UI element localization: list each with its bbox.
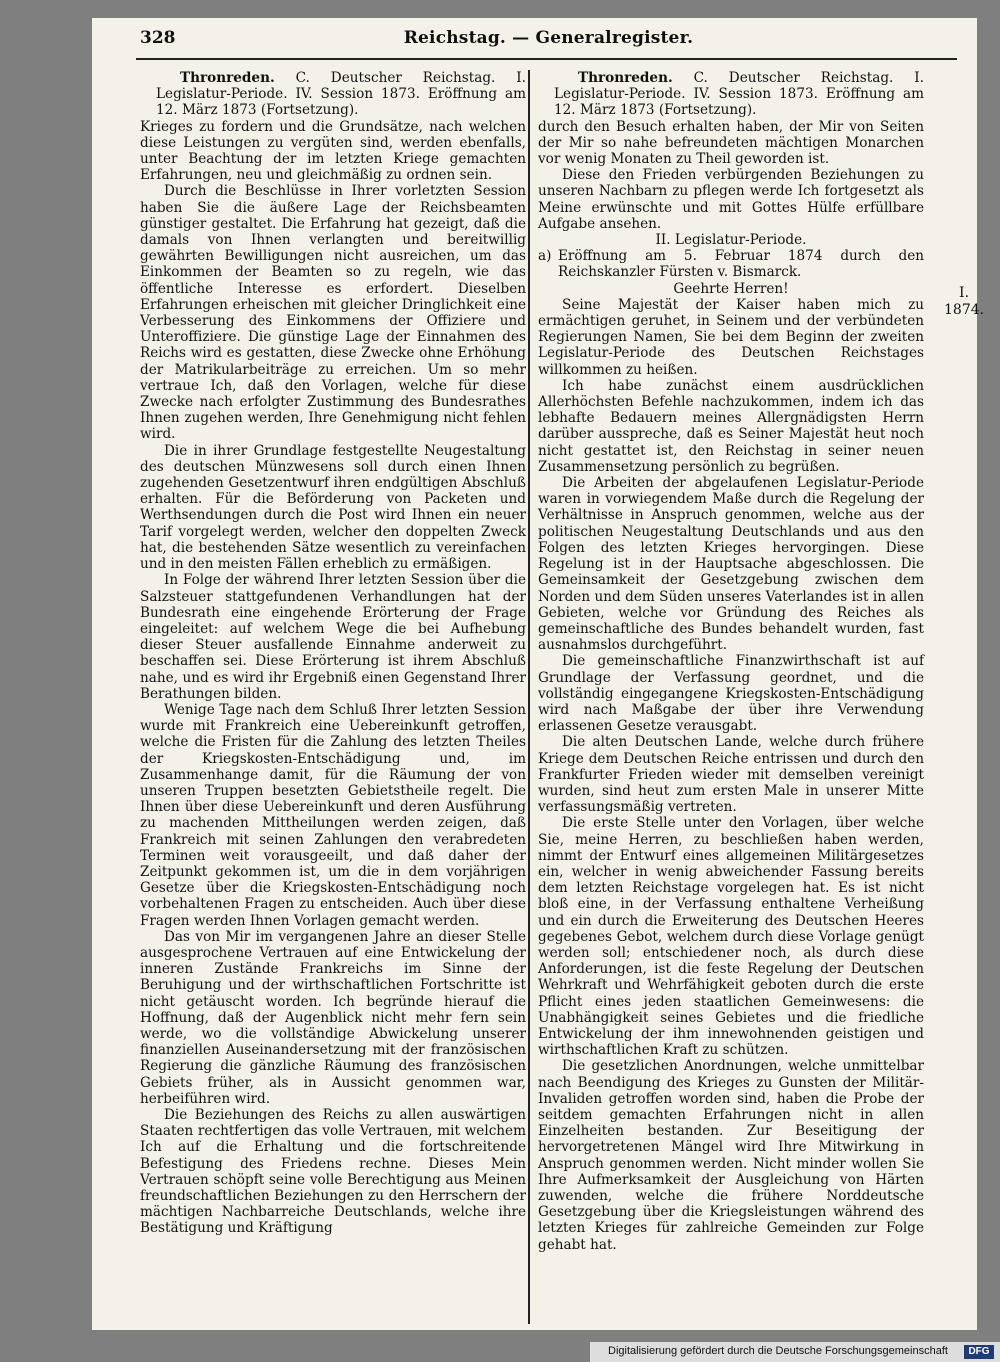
margin-year: 1874. [944,302,985,318]
item-text: Eröffnung am 5. Februar 1874 durch den Reichskanzler Fürsten v. Bismarck. [558,248,924,281]
dfg-logo: DFG [964,1345,994,1359]
salutation: Geehrte Herren! [673,280,789,297]
margin-note [944,285,984,319]
scanned-page [92,18,977,1330]
margin-roman: I. [959,285,970,301]
item-label: a) [538,248,552,265]
digitization-footer [590,1342,1000,1362]
column-divider [528,70,530,1324]
paragraph: Krieges zu fordern und die Grundsätze, nach welchen diese Leistungen zu vergüten sind, werden ebenfalls, unter Beachtung der im letzten Kriege gemachten Erfahrungen, neu und gleichmäßig zu ordnen sein. [140,118,526,184]
paragraph: In Folge der während Ihrer letzten Session über die Salzsteuer stattgefundenen Verhandlungen hat der Bundesrath eine eingehende Erörterung der Frage eingeleitet: auf welchem Wege die bei Aufhebung dieser Steuer ausfallende Einnahme anderweit zu beschaffen sei. Diese Erörterung ist ihrem Abschluß nahe, und es wird ihr Ergebniß einen Gegenstand Ihrer Berathungen bilden. [140,572,526,702]
left-column [140,70,526,1237]
paragraph: Diese den Frieden verbürgenden Beziehungen zu unseren Nachbarn zu pflegen werde Ich fortgesetzt als Meine erwünschte und mit Gottes Hülfe erfüllbare Aufgabe ansehen. [538,167,924,232]
page-header [140,26,957,54]
paragraph: Wenige Tage nach dem Schluß Ihrer letzten Session wurde mit Frankreich eine Uebereinkunft getroffen, welche die Fristen für die Zahlung des letzten Theiles der Kriegskosten-Entschädigung und, im Zusammenhange damit, für die Räumung der von unseren Truppen besetzten Gebietstheile regelt. Die Ihnen über diese Uebereinkunft und deren Ausführung zu machenden Mittheilungen werden zeigen, daß Frankreich mit seinen Zahlungen den verabredeten Terminen weit vorausgeeilt, und daß daher der Zeitpunkt gekommen ist, um die in dem vorjährigen Gesetze über die Kriegskosten-Entschädigung noch vorbehaltenen Fragen zu entscheiden. Auch über diese Fragen werden Ihnen Vorlagen gemacht werden. [140,701,526,929]
paragraph: Die erste Stelle unter den Vorlagen, über welche Sie, meine Herren, zu beschließen haben werden, nimmt der Entwurf eines allgemeinen Militärgesetzes ein, welcher in wenig abweichender Fassung bereits dem letzten Reichstage vorgelegen hat. Es ist nicht bloß eine, in der Verfassung enthaltene Verheißung und ein durch die Erweiterung des Deutschen Heeres gegebenes Gebot, welchem durch diese Vorlage genügt werden soll; entschiedener noch, als durch diese Anforderungen, ist die feste Regelung der Deutschen Wehrkraft und Wehrfähigkeit geboten durch die erste Pflicht eines jeden staatlichen Gemeinwesens: die Unabhängigkeit seines Gebietes und die friedliche Entwickelung der ihm innewohnenden geistigen und wirthschaftlichen Kraft zu schützen. [538,815,924,1059]
running-title: Reichstag. — Generalregister. [403,28,694,48]
paragraph: durch den Besuch erhalten haben, der Mir von Seiten der Mir so nahe befreundeten mächtigen Monarchen vor wenig Monaten zu Theil geworden ist. [538,118,924,168]
paragraph: Die in ihrer Grundlage festgestellte Neugestaltung des deutschen Münzwesens soll durch einen Ihnen zugehenden Gesetzentwurf ihren endgültigen Abschluß erhalten. Für die Beförderung von Packeten und Werthsendungen durch die Post wird Ihnen ein neuer Tarif vorgelegt werden, welcher den doppelten Zweck hat, die bestehenden Sätze wesentlich zu vereinfachen und in den meisten Fällen erheblich zu ermäßigen. [140,442,526,573]
left-column-heading [140,70,526,119]
paragraph: Die Arbeiten der abgelaufenen Legislatur-Periode waren in vorwiegendem Maße durch die Regelung der Verhältnisse in Anspruch genommen, welche aus der politischen Neugestaltung Deutschlands und aus den Folgen des letzten Krieges hervorgingen. Diese Regelung ist in der Hauptsache abgeschlossen. Die Gemeinsamkeit der Gesetzgebung zwischen dem Norden und dem Süden unseres Vaterlandes ist in allen Gebieten, welche vor Gründung des Reiches als gemeinschaftliche des Bundes behandelt wurden, fast ausnahmslos durchgeführt. [538,475,924,654]
paragraph: Die gemeinschaftliche Finanzwirthschaft ist auf Grundlage der Verfassung geordnet, und die vollständig eingegangene Kriegskosten-Entschädigung wird nach Maßgabe der über ihre Verwendung erlassenen Gesetze verausgabt. [538,653,924,735]
right-column [538,70,924,1253]
paragraph: Seine Majestät der Kaiser haben mich zu ermächtigen geruhet, in Seinem und der verbündeten Regierungen Namen, Sie bei dem Beginn der zweiten Legislatur-Periode des Deutschen Reichstages willkommen zu heißen. [538,296,924,378]
paragraph: Die Beziehungen des Reichs zu allen auswärtigen Staaten rechtfertigen das volle Vertrauen, mit welchem Ich auf die Erhaltung und die fortschreitende Befestigung des Friedens rechne. Dieses Mein Vertrauen schöpft seine volle Berechtigung aus Meinen freundschaftlichen Beziehungen zu den Herrschern der mächtigen Nachbarreiche Deutschlands, welche ihre Bestätigung und Kräftigung [140,1107,526,1237]
heading-text: C. Deutscher Reichstag. I. Legislatur-Periode. IV. Session 1873. Eröffnung am 12. März 1873 (Fortsetzung). [156,70,526,119]
footer-credit: Digitalisierung gefördert durch die Deutsche Forschungsgemeinschaft [608,1345,948,1357]
right-column-heading [538,70,924,119]
paragraph: Die gesetzlichen Anordnungen, welche unmittelbar nach Beendigung des Krieges zu Gunsten der Militär-Invaliden getroffen worden sind, haben die Probe der seitdem gemachten Erfahrungen nicht in allen Einzelheiten bestanden. Zur Beseitigung der hervorgetretenen Mängel wird Ihre Mitwirkung in Anspruch genommen werden. Nicht minder wollen Sie Ihre Aufmerksamkeit der Ausgleichung von Härten zuwenden, welche die frühere Norddeutsche Gesetzgebung über die Kriegsleistungen während des letzten Krieges für zahlreiche Gemeinden zur Folge gehabt hat. [538,1058,924,1253]
heading-text: C. Deutscher Reichstag. I. Legislatur-Periode. IV. Session 1873. Eröffnung am 12. März 1873 (Fortsetzung). [554,70,924,119]
list-item [538,248,924,280]
header-rule [136,58,957,60]
heading-keyword: Thronreden. [578,70,673,86]
paragraph: Das von Mir im vergangenen Jahre an dieser Stelle ausgesprochene Vertrauen auf eine Entwickelung der inneren Zustände Frankreichs im Sinne der Beruhigung und der wirthschaftlichen Fortschritte ist nicht getäuscht worden. Ich begründe hierauf die Hoffnung, daß der Augenblick nicht mehr fern sein werde, wo die vollständige Abwickelung unserer finanziellen Auseinandersetzung mit der französischen Regierung die gänzliche Räumung des französischen Gebiets früher, als in Aussicht genommen war, herbeiführen wird. [140,928,526,1107]
page-number: 328 [140,28,176,48]
section-title: II. Legislatur-Periode. [655,232,807,249]
paragraph: Ich habe zunächst einem ausdrücklichen Allerhöchsten Befehle nachzukommen, indem ich das lebhafte Bedauern meines Allergnädigsten Herrn darüber ausspreche, daß es Seiner Majestät heut noch nicht gestattet ist, den Reichstag in seiner neuen Zusammensetzung persönlich zu begrüßen. [538,377,924,475]
paragraph: Durch die Beschlüsse in Ihrer vorletzten Session haben Sie die äußere Lage der Reichsbeamten günstiger gestaltet. Die Erfahrung hat gezeigt, daß die damals von Ihnen verlangten und bereitwillig gewährten Bewilligungen nicht ausreichen, um das Einkommen der Beamten so zu regeln, wie das öffentliche Interesse es erfordert. Dieselben Erfahrungen erheischen mit gleicher Dringlichkeit eine Verbesserung des Einkommens der Offiziere und Unteroffiziere. Die günstige Lage der Einnahmen des Reichs wird es gestatten, diese Zwecke ohne Erhöhung der Matrikularbeiträge zu erreichen. Um so mehr vertraue Ich, daß den Vorlagen, welche für diese Zwecke nach erfolgter Zustimmung des Bundesrathes Ihnen zugehen werden, Ihre Genehmigung nicht fehlen wird. [140,183,526,443]
heading-keyword: Thronreden. [180,70,275,86]
paragraph: Die alten Deutschen Lande, welche durch frühere Kriege dem Deutschen Reiche entrissen und durch den Frankfurter Frieden wieder mit demselben vereinigt wurden, sind heut zum ersten Male in unserer Mitte verfassungsmäßig vertreten. [538,734,924,816]
